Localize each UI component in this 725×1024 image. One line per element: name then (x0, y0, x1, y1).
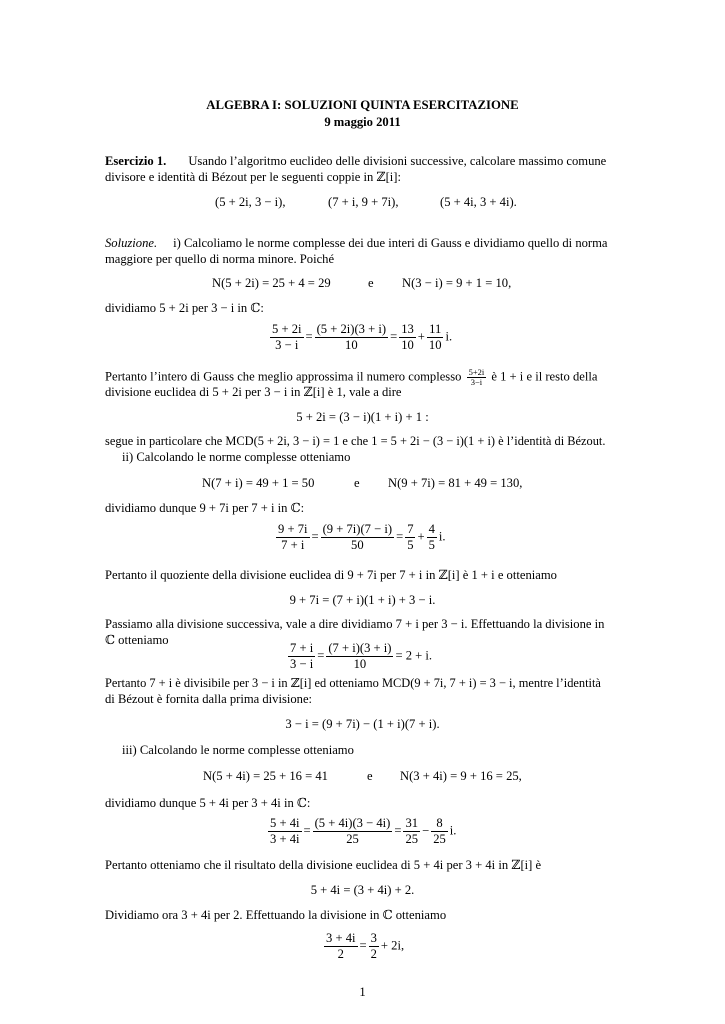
part-ii-intro: ii) Calcolando le norme complesse otteniamo (122, 450, 351, 464)
frac-num: 9 + 7i (278, 522, 308, 536)
solution-line2: maggiore per quello di norma minore. Poiché (105, 252, 335, 266)
paragraph-1a-text: Pertanto l’intero di Gauss che meglio approssima il numero complesso (105, 369, 462, 384)
norm-eq-3a: N(5 + 4i) = 25 + 16 = 41 (203, 769, 328, 783)
doc-date: 9 maggio 2011 (324, 115, 401, 129)
paragraph-3a: Passiamo alla divisione successiva, vale a dire dividiamo 7 + i per 3 − i. Effettuando la divisione in (105, 617, 605, 631)
frac-2-2 (321, 522, 394, 553)
frac-3-2 (326, 641, 393, 672)
frac-tail: = 2 + i. (395, 648, 433, 663)
frac-den: 10 (353, 657, 367, 671)
paragraph-1b: divisione euclidea di 5 + 2i per 3 − i in ℤ[i] è 1, vale a dire (105, 385, 402, 399)
paragraph-1a-tail: è 1 + i e il resto della (491, 369, 598, 384)
frac-num: 7 (407, 522, 414, 536)
frac-den: 25 (405, 832, 419, 846)
frac-den: 3 − i (275, 338, 299, 352)
frac-num: 4 (428, 522, 435, 536)
norm-eq-2b: N(9 + 7i) = 81 + 49 = 130, (388, 476, 523, 490)
fraction-equation-2: $\frac{9 + 7i}{7 + i}$ = $\frac{(9 + 7i)(7 - i)}{50}$ = $\frac{7}{5}$ + $\frac{4}{5}$ i. (278, 522, 446, 552)
part-iii-intro: iii) Calcolando le norme complesse otteniamo (122, 743, 354, 757)
frac-den: 25 (346, 832, 359, 846)
frac-num: 31 (405, 816, 419, 830)
frac-den: 5 (407, 538, 414, 552)
pair-3: (5 + 4i, 3 + 4i). (440, 195, 517, 209)
frac-tail: + 2i, (380, 938, 405, 953)
frac-4-3 (403, 816, 420, 847)
frac-num: 11 (427, 322, 444, 338)
divide-line-1: dividiamo 5 + 2i per 3 − i in ℂ: (105, 301, 264, 315)
frac-4-1 (268, 816, 302, 847)
pair-2: (7 + i, 9 + 7i), (328, 195, 399, 209)
norm-eq-1-and: e (368, 276, 374, 290)
exercise-text-line2: divisore e identità di Bézout per le seguenti coppie in ℤ[i]: (105, 170, 401, 184)
frac-1-1 (270, 322, 304, 353)
frac-1-4 (427, 322, 444, 353)
frac-num: (9 + 7i)(7 − i) (322, 522, 393, 536)
fraction-equation-5: $\frac{3 + 4i}{2}$ = $\frac{3}{2}$ + 2i, (326, 931, 405, 961)
doc-title: ALGEBRA I: SOLUZIONI QUINTA ESERCITAZIONE (206, 98, 519, 112)
fraction-equation-1: $\frac{5 + 2i}{3 - i}$ = $\frac{(5 + 2i)(3 + i)}{10}$ = $\frac{13}{10}$ + $\frac{11}{10}$ i. (272, 322, 453, 352)
norm-eq-2-and: e (354, 476, 360, 490)
frac-den: 7 + i (281, 538, 305, 552)
equation-2: 9 + 7i = (7 + i)(1 + i) + 3 − i. (289, 593, 436, 607)
frac-5-2 (369, 931, 379, 962)
frac-tail: i. (449, 823, 457, 838)
frac-den: 10 (428, 338, 442, 352)
frac-den: 10 (345, 338, 358, 352)
exercise-text-line1: Usando l’algoritmo euclideo delle divisioni successive, calcolare massimo comune (188, 154, 607, 168)
frac-2-3 (405, 522, 415, 553)
frac-2-4 (427, 522, 437, 553)
frac-den: 10 (401, 338, 414, 352)
frac-5-1 (324, 931, 358, 962)
frac-num: (5 + 4i)(3 − 4i) (314, 816, 391, 830)
exercise-label: Esercizio 1. (105, 154, 167, 168)
frac-den: 25 (433, 832, 446, 846)
frac-den: 2 (337, 947, 344, 961)
divide-line-2: dividiamo dunque 9 + 7i per 7 + i in ℂ: (105, 501, 305, 515)
frac-num: (5 + 2i)(3 + i) (316, 322, 387, 336)
norm-eq-1b: N(3 − i) = 9 + 1 = 10, (402, 276, 512, 290)
paragraph-4a: Pertanto 7 + i è divisibile per 3 − i in ℤ[i] ed otteniamo MCD(9 + 7i, 7 + i) = 3 − i, mentre l’identità (105, 676, 601, 690)
paragraph-3b: ℂ otteniamo (105, 633, 169, 647)
fraction-equation-3: $\frac{7 + i}{3 - i}$ = $\frac{(7 + i)(3 + i)}{10}$ = 2 + i. (290, 641, 433, 671)
paragraph-4b: di Bézout è fornita dalla prima divisione: (105, 692, 313, 706)
frac-num: 5 + 4i (270, 816, 300, 830)
frac-den: 5 (428, 538, 435, 552)
norm-eq-3-and: e (367, 769, 373, 783)
frac-num: 5 + 2i (272, 322, 302, 336)
exercise-heading (105, 153, 606, 169)
frac-num: 7 + i (290, 641, 314, 655)
frac-1-3 (399, 322, 416, 353)
pair-1: (5 + 2i, 3 − i), (215, 195, 286, 209)
equation-1: 5 + 2i = (3 − i)(1 + i) + 1 : (296, 410, 429, 424)
equation-4: 5 + 4i = (3 + 4i) + 2. (310, 883, 415, 897)
frac-num: (7 + i)(3 + i) (328, 641, 392, 655)
paragraph-6: Dividiamo ora 3 + 4i per 2. Effettuando la divisione in ℂ otteniamo (105, 908, 447, 922)
frac-1-2 (315, 322, 388, 353)
frac-2-1 (276, 522, 310, 553)
frac-den: 3 + 4i (270, 832, 300, 846)
frac-den: 50 (351, 538, 364, 552)
frac-tail: i. (438, 529, 446, 544)
paragraph-5: Pertanto otteniamo che il risultato della divisione euclidea di 5 + 4i per 3 + 4i in ℤ[i] è (105, 858, 542, 872)
solution-line1-text: i) Calcoliamo le norme complesse dei due interi di Gauss e dividiamo quello di norma (173, 236, 608, 250)
frac-num: 3 + 4i (326, 931, 356, 945)
frac-den: 3−i (470, 377, 483, 387)
solution-line1 (105, 235, 608, 251)
norm-eq-2a: N(7 + i) = 49 + 1 = 50 (202, 476, 315, 490)
frac-3-1 (288, 641, 315, 672)
paragraph-2: Pertanto il quoziente della divisione euclidea di 9 + 7i per 7 + i in ℤ[i] è 1 + i e otteniamo (105, 568, 557, 582)
norm-eq-1a: N(5 + 2i) = 25 + 4 = 29 (212, 276, 331, 290)
solution-label: Soluzione. (105, 236, 158, 250)
frac-tail: i. (445, 329, 453, 344)
frac-num: 8 (431, 816, 448, 832)
frac-den: 2 (370, 947, 377, 961)
frac-num: 3 (370, 931, 377, 945)
fraction-equation-4: $\frac{5 + 4i}{3 + 4i}$ = $\frac{(5 + 4i)(3 - 4i)}{25}$ = $\frac{31}{25}$ − $\frac{8}{25}$ i. (270, 816, 457, 846)
conclusion-1: segue in particolare che MCD(5 + 2i, 3 − i) = 1 e che 1 = 5 + 2i − (3 − i)(1 + i) è l’identità di Bézout. (105, 434, 606, 448)
frac-den: 3 − i (290, 657, 314, 671)
page-number: 1 (359, 985, 366, 999)
divide-line-3: dividiamo dunque 5 + 4i per 3 + 4i in ℂ: (105, 796, 311, 810)
frac-num: 5+2i (468, 367, 485, 377)
frac-4-2 (313, 816, 393, 847)
equation-3: 3 − i = (9 + 7i) − (1 + i)(7 + i). (285, 717, 440, 731)
norm-eq-3b: N(3 + 4i) = 9 + 16 = 25, (400, 769, 522, 783)
frac-4-4 (431, 816, 448, 847)
frac-num: 13 (401, 322, 414, 336)
inline-fraction (467, 368, 487, 387)
